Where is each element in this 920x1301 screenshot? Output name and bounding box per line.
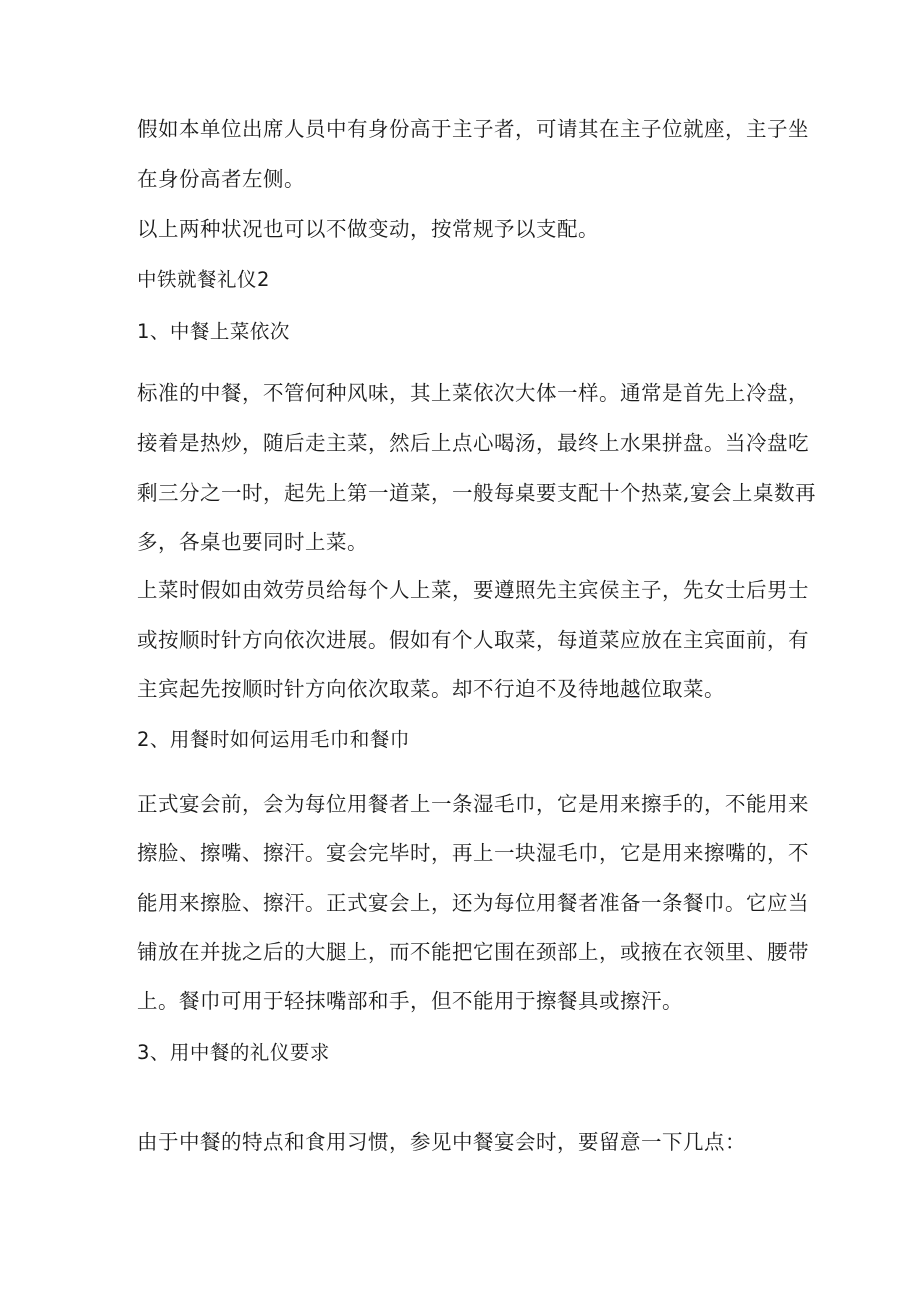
paragraph-line: 能用来擦脸、擦汗。正式宴会上，还为每位用餐者准备一条餐巾。它应当 <box>137 891 809 915</box>
section-heading-2: 2、用餐时如何运用毛巾和餐巾 <box>137 728 410 751</box>
paragraph-line: 标准的中餐，不管何种风味，其上菜依次大体一样。通常是首先上冷盘， <box>137 381 809 405</box>
paragraph-line: 上。餐巾可用于轻抹嘴部和手，但不能用于擦餐具或擦汗。 <box>137 989 683 1013</box>
paragraph-line: 或按顺时针方向依次进展。假如有个人取菜，每道菜应放在主宾面前，有 <box>137 628 809 652</box>
intro-line: 在身份高者左侧。 <box>137 167 305 191</box>
paragraph-line: 上菜时假如由效劳员给每个人上菜，要遵照先主宾侯主子，先女士后男士 <box>137 578 809 602</box>
paragraph-line: 擦脸、擦嘴、擦汗。宴会完毕时，再上一块湿毛巾，它是用来擦嘴的，不 <box>137 841 809 865</box>
paragraph-line: 剩三分之一时，起先上第一道菜，一般每桌要支配十个热菜,宴会上桌数再 <box>137 481 817 505</box>
intro-line: 以上两种状况也可以不做变动，按常规予以支配。 <box>137 217 599 241</box>
document-title: 中铁就餐礼仪2 <box>137 268 270 291</box>
paragraph-line: 正式宴会前，会为每位用餐者上一条湿毛巾，它是用来擦手的，不能用来 <box>137 792 809 816</box>
section-heading-1: 1、中餐上菜依次 <box>137 320 290 343</box>
paragraph-line: 多，各桌也要同时上菜。 <box>137 530 368 554</box>
paragraph-line: 由于中餐的特点和食用习惯，参见中餐宴会时，要留意一下几点： <box>137 1130 746 1154</box>
section-heading-3: 3、用中餐的礼仪要求 <box>137 1041 330 1064</box>
intro-line: 假如本单位出席人员中有身份高于主子者，可请其在主子位就座，主子坐 <box>137 117 809 141</box>
paragraph-line: 接着是热炒，随后走主菜，然后上点心喝汤，最终上水果拼盘。当冷盘吃 <box>137 431 809 455</box>
paragraph-line: 铺放在并拢之后的大腿上，而不能把它围在颈部上，或掖在衣领里、腰带 <box>137 940 809 964</box>
paragraph-line: 主宾起先按顺时针方向依次取菜。却不行迫不及待地越位取菜。 <box>137 677 725 701</box>
